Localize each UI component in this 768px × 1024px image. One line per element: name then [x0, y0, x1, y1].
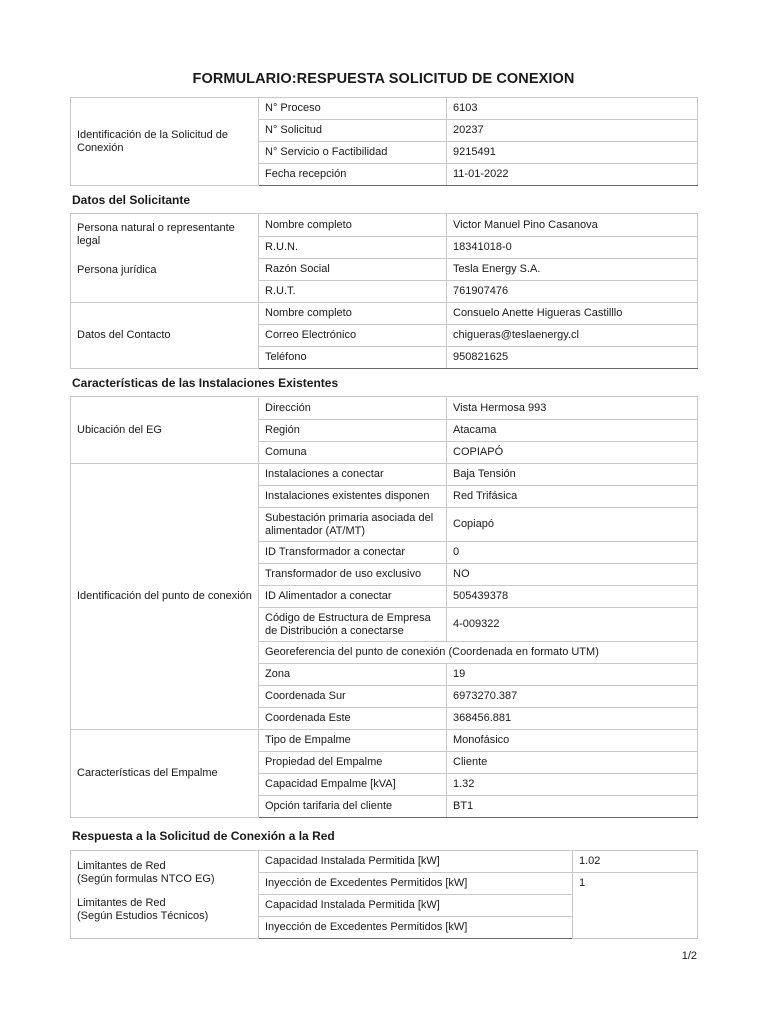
field-label: Propiedad del Empalme — [259, 752, 447, 774]
field-label: Coordenada Este — [259, 708, 447, 730]
contacto-label: Datos del Contacto — [71, 303, 259, 369]
persona-natural-label: Persona natural o representante legal — [77, 222, 235, 247]
field-value: 6103 — [447, 98, 698, 120]
field-value: 6973270.387 — [447, 686, 698, 708]
field-value: 19 — [447, 664, 698, 686]
field-value: Copiapó — [447, 508, 698, 542]
identificacion-table — [70, 97, 698, 186]
field-value: 1.02 — [573, 851, 698, 873]
section-heading-respuesta: Respuesta a la Solicitud de Conexión a la Red — [72, 829, 335, 843]
identificacion-label: Identificación de la Solicitud de Conexión — [71, 98, 259, 186]
field-label: Tipo de Empalme — [259, 730, 447, 752]
field-label: Instalaciones existentes disponen — [259, 486, 447, 508]
field-label: Capacidad Empalme [kVA] — [259, 774, 447, 796]
georeferencia-label: Georeferencia del punto de conexión (Coordenada en formato UTM) — [259, 642, 698, 664]
field-value: Victor Manuel Pino Casanova — [447, 214, 698, 237]
field-label: ID Transformador a conectar — [259, 542, 447, 564]
field-label: Capacidad Instalada Permitida [kW] — [259, 851, 573, 873]
field-label: Región — [259, 420, 447, 442]
field-label: Fecha recepción — [259, 164, 447, 186]
field-value: Red Trifásica — [447, 486, 698, 508]
instalaciones-table — [70, 396, 698, 818]
field-label: Transformador de uso exclusivo — [259, 564, 447, 586]
field-label: Inyección de Excedentes Permitidos [kW] — [259, 873, 573, 895]
field-label: Subestación primaria asociada del alimentador (AT/MT) — [259, 508, 447, 542]
field-value: Cliente — [447, 752, 698, 774]
field-value: 1.32 — [447, 774, 698, 796]
field-value: BT1 — [447, 796, 698, 818]
field-label: Capacidad Instalada Permitida [kW] — [259, 895, 573, 917]
field-value: 11-01-2022 — [447, 164, 698, 186]
field-label: Nombre completo — [259, 214, 447, 237]
field-value: Tesla Energy S.A. — [447, 259, 698, 281]
field-label: Zona — [259, 664, 447, 686]
field-value: chigueras@teslaenergy.cl — [447, 325, 698, 347]
field-label: Nombre completo — [259, 303, 447, 325]
field-label: Teléfono — [259, 347, 447, 369]
field-value: Monofásico — [447, 730, 698, 752]
field-value: 950821625 — [447, 347, 698, 369]
section-heading-instalaciones: Características de las Instalaciones Existentes — [72, 376, 339, 390]
field-value: 761907476 — [447, 281, 698, 303]
solicitante-table — [70, 213, 698, 369]
field-label: ID Alimentador a conectar — [259, 586, 447, 608]
ubicacion-label: Ubicación del EG — [71, 397, 259, 464]
field-value: 20237 — [447, 120, 698, 142]
page-number: 1/2 — [681, 950, 697, 962]
limitantes-ntco-label: Limitantes de Red (Según formulas NTCO EG) — [77, 860, 215, 885]
field-label: Opción tarifaria del cliente — [259, 796, 447, 818]
field-value: COPIAPÓ — [447, 442, 698, 464]
field-label: Correo Electrónico — [259, 325, 447, 347]
field-label: Razón Social — [259, 259, 447, 281]
field-label: Instalaciones a conectar — [259, 464, 447, 486]
field-label: Inyección de Excedentes Permitidos [kW] — [259, 917, 573, 939]
field-value: NO — [447, 564, 698, 586]
field-value: Baja Tensión — [447, 464, 698, 486]
limitantes-tecnicos-label: Limitantes de Red (Según Estudios Técnicos) — [77, 897, 209, 922]
empalme-label: Características del Empalme — [71, 730, 259, 818]
field-value: 18341018-0 — [447, 237, 698, 259]
persona-juridica-label: Persona jurídica — [77, 264, 157, 276]
respuesta-table — [70, 850, 698, 939]
field-label: Coordenada Sur — [259, 686, 447, 708]
limitantes-labels — [71, 851, 259, 939]
field-label: N° Servicio o Factibilidad — [259, 142, 447, 164]
field-value: 9215491 — [447, 142, 698, 164]
section-heading-solicitante: Datos del Solicitante — [72, 193, 191, 207]
field-label: N° Solicitud — [259, 120, 447, 142]
field-value: Consuelo Anette Higueras Castilllo — [447, 303, 698, 325]
field-value: 0 — [447, 542, 698, 564]
field-label: Código de Estructura de Empresa de Distribución a conectarse — [259, 608, 447, 642]
page-title: FORMULARIO:RESPUESTA SOLICITUD DE CONEXION — [192, 71, 575, 87]
punto-conexion-label: Identificación del punto de conexión — [71, 464, 259, 730]
field-label: Comuna — [259, 442, 447, 464]
field-label: R.U.T. — [259, 281, 447, 303]
field-value: 505439378 — [447, 586, 698, 608]
field-label: R.U.N. — [259, 237, 447, 259]
field-value: 368456.881 — [447, 708, 698, 730]
field-label: N° Proceso — [259, 98, 447, 120]
field-value: 4-009322 — [447, 608, 698, 642]
persona-labels — [71, 214, 259, 303]
field-value: Vista Hermosa 993 — [447, 397, 698, 420]
field-value: Atacama — [447, 420, 698, 442]
field-label: Dirección — [259, 397, 447, 420]
field-value: 1 — [573, 873, 698, 939]
